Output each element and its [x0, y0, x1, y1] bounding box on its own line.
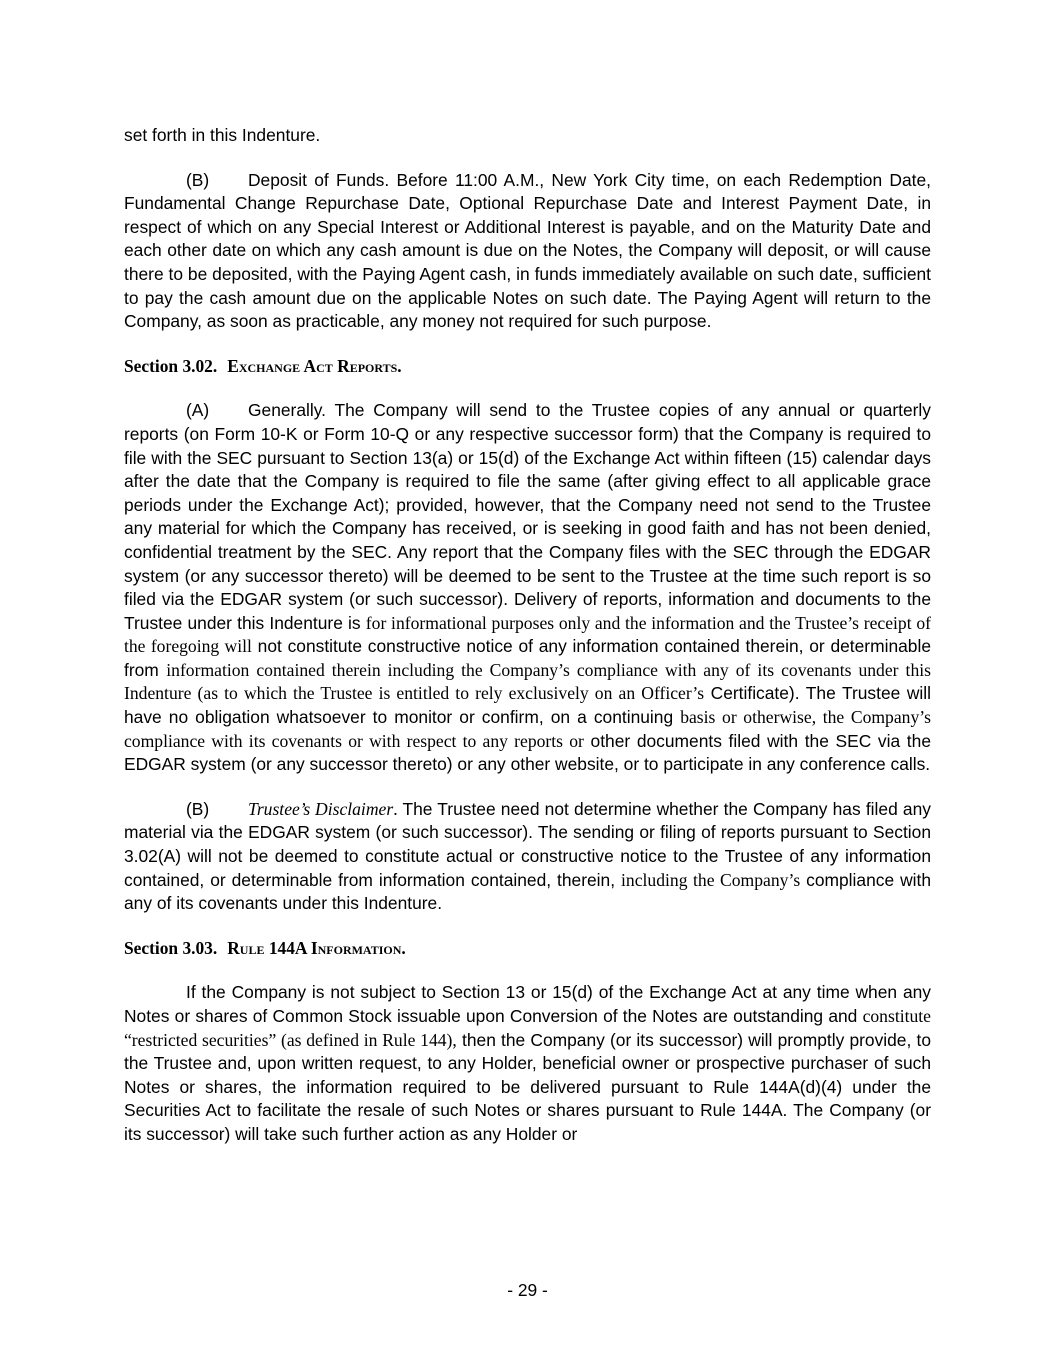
rule-144a-body-2: then the Company (or its successor) will promptly provide, to the Trustee and, upon written request, to any Holder, beneficial owner or prospective purchaser of such Notes or shares, the information required to be delivered pursuant to Rule 144A(d)(4) under the Securities Act to facilitate the resale of such Notes or shares pursuant to Rule 144A. The Company (or its successor) will take such further action as any Holder or	[124, 1029, 931, 1144]
disclaimer-label: (B)	[186, 798, 210, 819]
deposit-of-funds-paragraph	[124, 169, 931, 334]
generally-body-1: The Company will send to the Trustee copies of any annual or quarterly reports (on Form 10-K or Form 10-Q or any respective successor form) that the Company is required to file with the SEC pursuant to Section 13(a) or 15(d) of the Exchange Act within fifteen (15) calendar days after the date that the Company is required to file the same (after giving effect to all applicable grace periods under the Exchange Act); provided, however, that the Company need not send to the Trustee any material for which the Company has received, or is seeking in good faith and has not been denied, confidential treatment by the SEC. Any report that the Company files with the SEC through the EDGAR system (or any successor thereto) will be deemed to be sent to the Trustee at the time such report is so filed via the EDGAR system (or such successor). Delivery of reports, information and documents to the Trustee under this Indenture is	[124, 400, 931, 633]
continuation-text: set forth in this Indenture.	[124, 125, 321, 145]
section-3-02-title: Exchange Act Reports.	[227, 355, 402, 376]
generally-body-2: not constitute constructive notice of any information contained therein, or determinable from	[124, 636, 932, 680]
generally-body-serif-3: basis or otherwise, the Company’s compliance with its covenants or with respect to any reports or	[124, 707, 931, 751]
deposit-label: (B)	[186, 169, 210, 190]
section-3-03-title: Rule 144A Information.	[227, 937, 406, 958]
disclaimer-paragraph	[124, 798, 931, 916]
document-page	[124, 124, 931, 1168]
section-3-03-number: Section 3.03.	[124, 937, 218, 958]
rule-144a-body-serif-1: constitute “restricted securities” (as defined in Rule 144),	[124, 1006, 931, 1050]
disclaimer-title: Trustee’s Disclaimer	[248, 798, 394, 819]
generally-body-4: other documents filed with the SEC via the EDGAR system (or any successor thereto) or any other website, or to participate in any conference calls.	[124, 730, 931, 775]
generally-paragraph	[124, 399, 931, 777]
generally-title: Generally.	[248, 400, 326, 421]
section-3-02-number: Section 3.02.	[124, 355, 218, 376]
rule-144a-paragraph	[124, 981, 931, 1146]
disclaimer-title-period: .	[393, 798, 398, 819]
page-number: - 29 -	[507, 1280, 548, 1300]
disclaimer-body-serif-1: including the Company’s	[621, 869, 801, 890]
generally-body-serif-1: for informational purposes only and the information and the Trustee’s receipt of the foregoing will	[124, 612, 931, 657]
deposit-title: Deposit of Funds.	[248, 169, 390, 190]
deposit-body: Before 11:00 A.M., New York City time, on each Redemption Date, Fundamental Change Repurchase Date, Optional Repurchase Date and Interest Payment Date, in respect of which on any Special Interest or Additional Interest is payable, and on the Maturity Date and each other date on which any cash amount is due on the Notes, the Company will deposit, or will cause there to be deposited, with the Paying Agent cash, in funds immediately available on such date, sufficient to pay the cash amount due on the applicable Notes on such date. The Paying Agent will return to the Company, as soon as practicable, any money not required for such purpose.	[124, 169, 931, 332]
disclaimer-body-1: The Trustee need not determine whether the Company has filed any material via the EDGAR system (or such successor). The sending or filing of reports pursuant to Section 3.02(A) will not be deemed to constitute actual or constructive notice to the Trustee of any information contained, or determinable from information contained, therein,	[124, 798, 931, 890]
generally-body-serif-2: information contained therein including the Company’s compliance with any of its covenants under this Indenture (as to which the Trustee is entitled to rely exclusively on an Officer’s	[124, 659, 931, 704]
section-3-03-heading	[124, 937, 931, 961]
generally-body-3: Certificate). The Trustee will have no obligation whatsoever to monitor or confirm, on a continuing	[124, 683, 931, 728]
disclaimer-body-2: compliance with any of its covenants under this Indenture.	[124, 869, 932, 914]
section-3-02-heading	[124, 355, 931, 379]
generally-label: (A)	[186, 400, 210, 421]
rule-144a-body-1: If the Company is not subject to Section 13 or 15(d) of the Exchange Act at any time when any Notes or shares of Common Stock issuable upon Conversion of the Notes are outstanding and	[124, 982, 931, 1026]
